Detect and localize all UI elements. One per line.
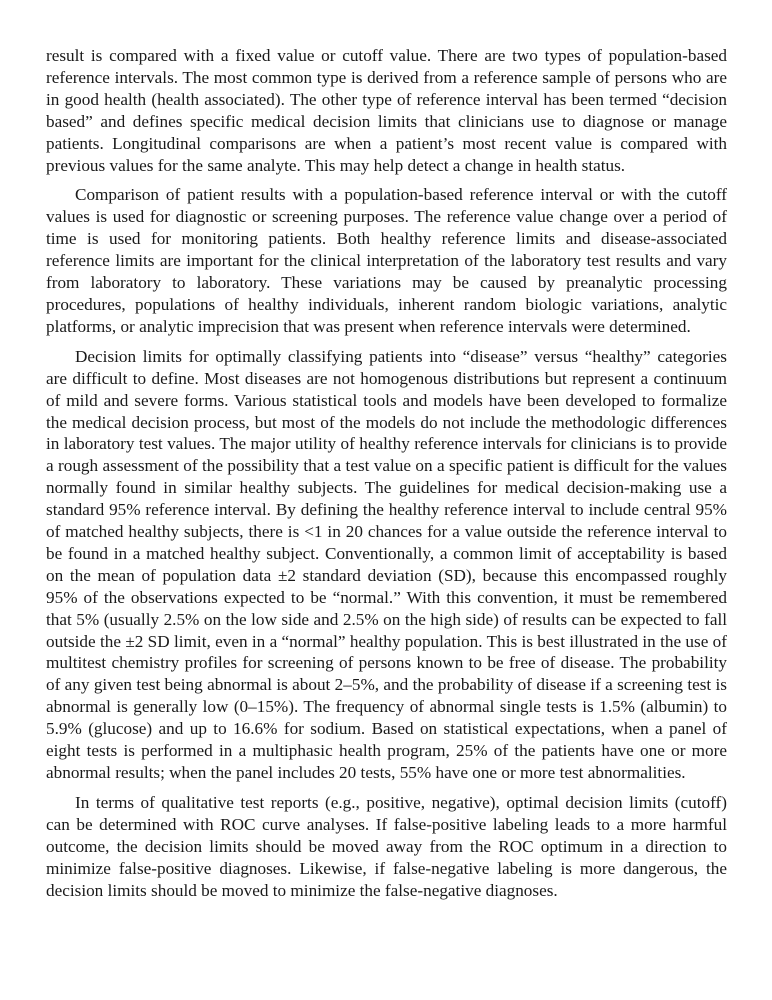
paragraph-reference-interval-types: result is compared with a fixed value or cutoff value. There are two types of population-based reference intervals. The most common type is derived from a reference sample of persons who are in good health (health associated). The other type of reference interval has been termed “decision based” and defines specific medical decision limits that clinicians use to diagnose or manage patients. Longitudinal comparisons are when a patient’s most recent value is compared with previous values for the same analyte. This may help detect a change in health status. — [46, 46, 727, 175]
paragraph-decision-limits: Decision limits for optimally classifying patients into “disease” versus “healthy” categories are difficult to define. Most diseases are not homogenous distributions but represent a continuum of mild and severe forms. Various statistical tools and models have been developed to formalize the medical decision process, but most of the models do not include the methodologic differences in laboratory test values. The major utility of healthy reference intervals for clinicians is to provide a rough assessment of the possibility that a test value on a specific patient is difficult for the values normally found in similar healthy subjects. The guidelines for medical decision-making use a standard 95% reference interval. By defining the healthy reference interval to include central 95% of matched healthy subjects, there is <1 in 20 chances for a value outside the reference interval to be found in a matched healthy subject. Conventionally, a common limit of acceptability is based on the mean of population data ±2 standard deviation (SD), because this encompassed roughly 95% of the observations expected to be “normal.” With this convention, it must be remembered that 5% (usually 2.5% on the low side and 2.5% on the high side) of results can be expected to fall outside the ±2 SD limit, even in a “normal” healthy population. This is best illustrated in the use of multitest chemistry profiles for screening of persons known to be free of disease. The probability of any given test being abnormal is about 2–5%, and the probability of disease if a screening test is abnormal is generally low (0–15%). The frequency of abnormal single tests is 1.5% (albumin) to 5.9% (glucose) and up to 16.6% for sodium. Based on statistical expectations, when a panel of eight tests is performed in a multiphasic health program, 25% of the patients have one or more abnormal results; when the panel includes 20 tests, 55% have one or more test abnormalities. — [46, 346, 727, 782]
paragraph-qualitative-reports: In terms of qualitative test reports (e.g., positive, negative), optimal decision limits (cutoff) can be determined with ROC curve analyses. If false-positive labeling leads to a more harmful outcome, the decision limits should be moved away from the ROC optimum in a direction to minimize false-positive diagnoses. Likewise, if false-negative labeling is more dangerous, the decision limits should be moved to minimize the false-negative diagnoses. — [46, 792, 727, 900]
document-page — [46, 45, 727, 909]
paragraph-patient-comparison: Comparison of patient results with a population-based reference interval or with the cutoff values is used for diagnostic or screening purposes. The reference value change over a period of time is used for monitoring patients. Both healthy reference limits and disease-associated reference limits are important for the clinical interpretation of the laboratory test results and vary from laboratory to laboratory. These variations may be caused by preanalytic processing procedures, populations of healthy individuals, inherent random biologic variations, analytic platforms, or analytic imprecision that was present when reference intervals were determined. — [46, 185, 727, 336]
